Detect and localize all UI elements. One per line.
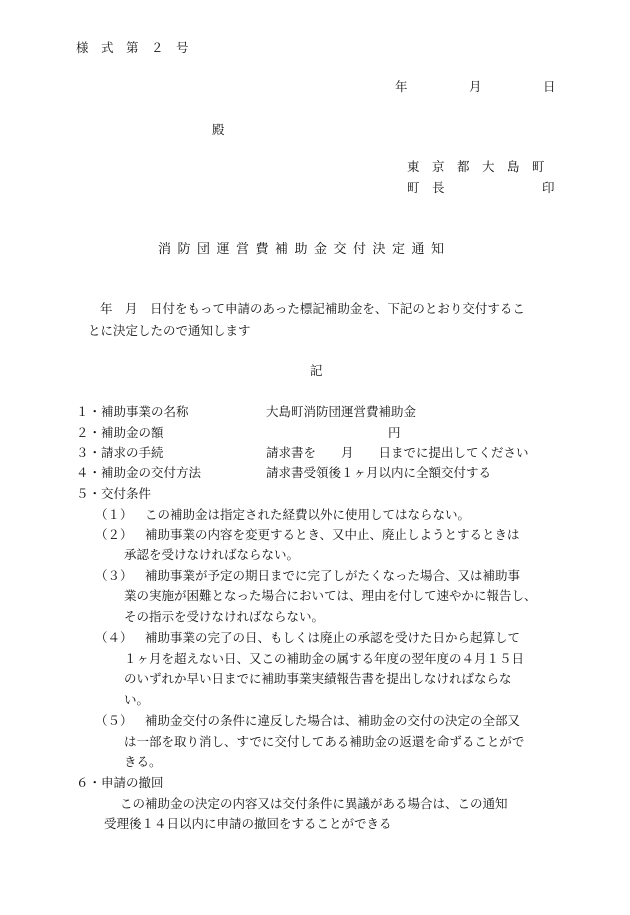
condition-line: い。 [124,692,150,707]
condition-line: のいずれか早い日までに補助事業実績報告書を提出しなければならな [124,671,512,686]
form-number: 様 式 第 ２ 号 [76,40,189,55]
condition-line: 承認を受けなければならない。 [124,547,300,562]
ki-label: 記 [310,363,323,378]
item-label: １・補助事業の名称 [76,404,189,419]
item-label: ３・請求の手続 [76,445,164,460]
condition-line: 補助事業の完了の日、もしくは廃止の承認を受けた日から起算して [145,630,521,645]
item-value: 大島町消防団運営費補助金 [266,404,417,419]
issuer-seal: 印 [542,180,555,195]
condition-number: （５） [95,713,133,728]
condition-line: １ヶ月を超えない日、又この補助金の属する年度の翌年度の４月１５日 [124,651,525,666]
date-day: 日 [543,79,556,94]
date-month: 月 [469,79,482,94]
item-value: 円 [388,425,401,440]
withdrawal-line: 受理後１４日以内に申請の撤回をすることができる [104,816,392,831]
condition-line: 業の実施が困難となった場合においては、理由を付して速やかに報告し、 [124,588,537,603]
date-year: 年 [395,79,408,94]
condition-number: （２） [95,527,133,542]
item-value: 請求書を 月 日までに提出してください [266,445,529,460]
intro-line-2: とに決定したので通知します [88,323,251,338]
condition-line: きる。 [124,754,162,769]
issuer-municipality: 東 京 都 大 島 町 [407,159,545,174]
condition-line: この補助金は指定された経費以外に使用してはならない。 [145,507,471,522]
intro-line-1: 年 月 日付をもって申請のあった標記補助金を、下記のとおり交付するこ [100,301,525,316]
item-label: ４・補助金の交付方法 [76,465,202,480]
addressee-suffix: 殿 [212,122,225,137]
condition-line: 補助金交付の条件に違反した場合は、補助金の交付の決定の全部又 [145,713,521,728]
document-title: 消防団運営費補助金交付決定通知 [158,242,451,257]
item-value: 請求書受領後１ヶ月以内に全額交付する [266,465,492,480]
condition-number: （３） [95,568,133,583]
withdrawal-label: ６・申請の撤回 [76,775,164,790]
condition-line: 補助事業の内容を変更するとき、又中止、廃止しようとするときは [145,527,520,542]
item-label: ２・補助金の額 [76,425,164,440]
withdrawal-line: この補助金の決定の内容又は交付条件に異議がある場合は、この通知 [120,796,508,811]
condition-line: 補助事業が予定の期日までに完了しがたくなった場合、又は補助事 [145,568,521,583]
condition-line: は一部を取り消し、すでに交付してある補助金の返還を命ずることがで [124,734,525,749]
condition-line: その指示を受けなければならない。 [124,609,325,624]
condition-number: （１） [95,507,133,522]
issuer-title: 町 長 [407,180,445,195]
condition-number: （４） [95,630,133,645]
item-label: ５・交付条件 [76,486,152,501]
